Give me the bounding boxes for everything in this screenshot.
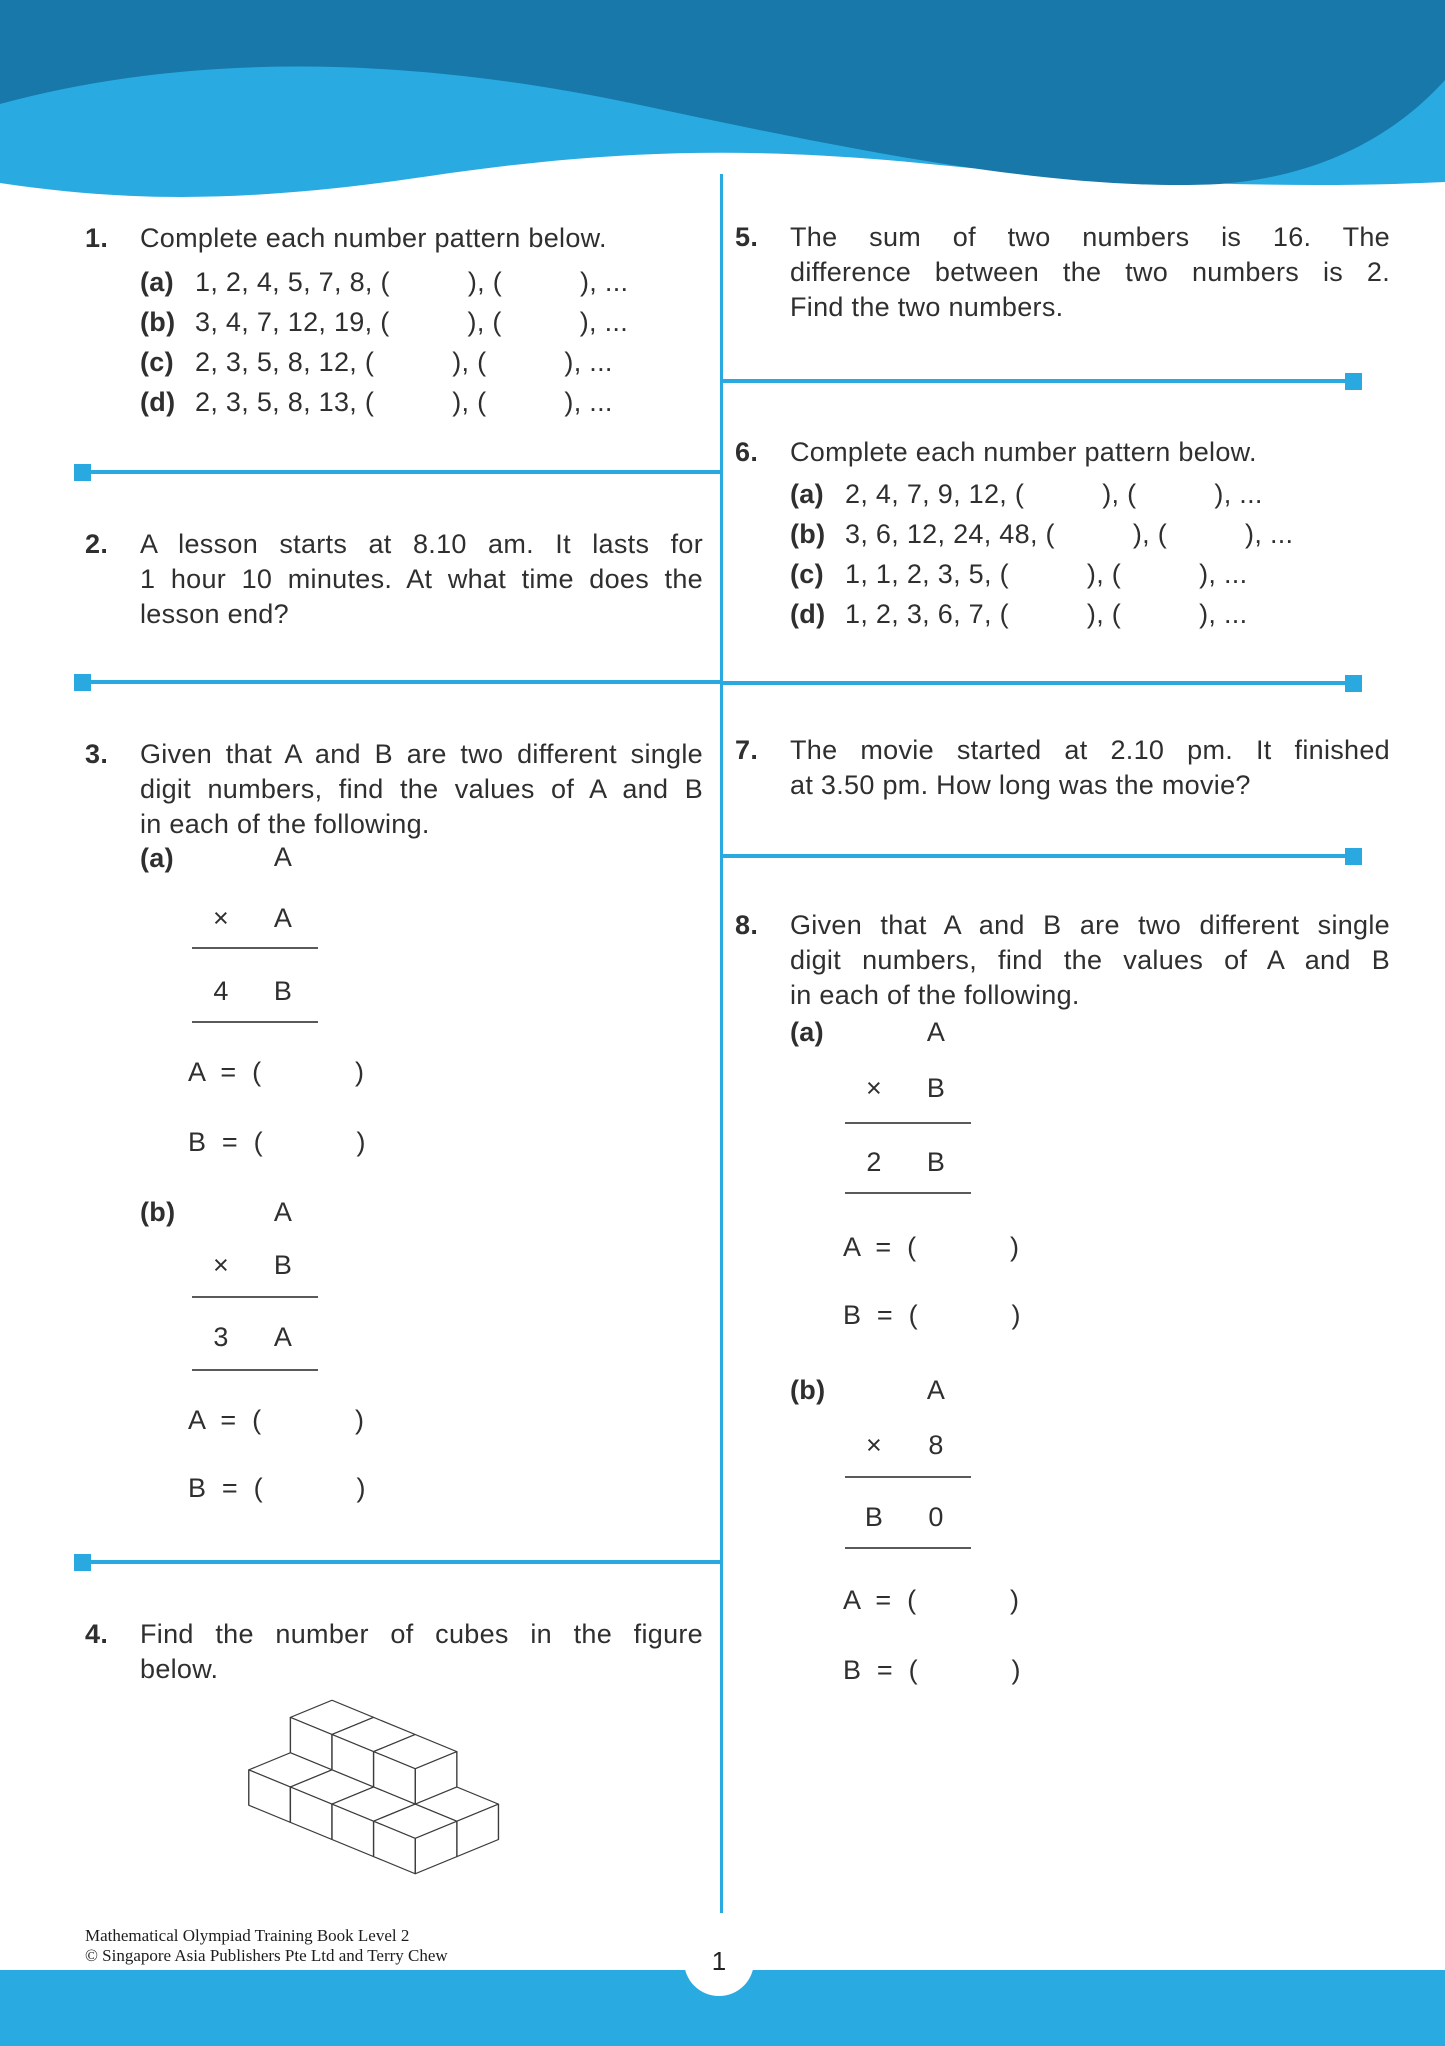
cube-stack-figure (246, 1698, 504, 1876)
mult-rule-line (192, 1296, 318, 1298)
pattern-item (790, 594, 1293, 634)
item-label: (c) (790, 559, 824, 589)
question-text-line: Find the number of cubes in the figure (140, 1619, 703, 1649)
mult-result-row (190, 1323, 314, 1351)
answer-blank-b: B = ( ) (188, 1473, 366, 1503)
item-text: 2, 3, 5, 8, 12, ( ), ( ), ... (195, 347, 613, 377)
page-number: 1 (711, 1945, 727, 1976)
divider-end-square (74, 1554, 91, 1571)
item-text: 3, 4, 7, 12, 19, ( ), ( ), ... (195, 307, 629, 337)
pattern-item (140, 382, 628, 422)
pattern-item (140, 302, 628, 342)
mult-operator-row (190, 904, 314, 932)
mult-top-row (843, 1376, 967, 1404)
divider-end-square (1345, 373, 1362, 390)
answer-blank-a: A = ( ) (188, 1057, 365, 1087)
section-divider (74, 1560, 722, 1564)
pattern-item (790, 554, 1293, 594)
mult-top-operand: A (926, 1017, 946, 1047)
question-text-line: A lesson starts at 8.10 am. It lasts for (140, 529, 703, 559)
result-digit: 0 (928, 1502, 944, 1532)
question-text-line: below. (140, 1654, 219, 1684)
result-digit: 3 (213, 1322, 229, 1352)
mult-top-row (190, 1198, 314, 1226)
question-text-line: digit numbers, find the values of A and B (790, 945, 1390, 975)
multiply-sign: × (212, 1250, 230, 1280)
item-label: (d) (140, 387, 176, 417)
question-text-line: 1 hour 10 minutes. At what time does the (140, 564, 703, 594)
mult-rule-line (845, 1192, 971, 1194)
question-text-line: lesson end? (140, 599, 289, 629)
multiply-sign: × (865, 1430, 883, 1460)
question-text-line: The movie started at 2.10 pm. It finished (790, 735, 1390, 765)
question-8 (735, 908, 1390, 1013)
question-text-line: in each of the following. (790, 980, 1080, 1010)
divider-end-square (1345, 848, 1362, 865)
part-label: (b) (140, 1197, 176, 1227)
question-text: Complete each number pattern below. (790, 437, 1257, 467)
mult-bottom-operand: B (273, 1250, 293, 1280)
divider-end-square (74, 674, 91, 691)
question-6-items (790, 474, 1293, 634)
mult-rule-line (192, 947, 318, 949)
section-divider (722, 379, 1362, 383)
divider-end-square (1345, 675, 1362, 692)
question-6 (735, 435, 1390, 470)
part-label: (b) (790, 1375, 826, 1405)
question-text-line: difference between the two numbers is 2. (790, 257, 1390, 287)
answer-blank-a: A = ( ) (188, 1405, 365, 1435)
result-digit: A (273, 1322, 293, 1352)
item-label: (a) (790, 479, 824, 509)
question-1 (85, 221, 703, 256)
section-divider (722, 681, 1362, 685)
item-label: (d) (790, 599, 826, 629)
answer-blank-a: A = ( ) (843, 1585, 1020, 1615)
question-3 (85, 737, 703, 842)
item-text: 1, 2, 3, 6, 7, ( ), ( ), ... (845, 599, 1248, 629)
answer-blank-b: B = ( ) (843, 1655, 1021, 1685)
mult-bottom-operand: B (926, 1073, 946, 1103)
item-label: (b) (790, 519, 826, 549)
question-text-line: at 3.50 pm. How long was the movie? (790, 770, 1251, 800)
question-text: Complete each number pattern below. (140, 223, 607, 253)
mult-rule-line (845, 1476, 971, 1478)
question-number: 7. (735, 735, 759, 765)
question-text-line: digit numbers, find the values of A and B (140, 774, 703, 804)
question-4 (85, 1617, 703, 1687)
result-digit: B (864, 1502, 884, 1532)
item-label: (a) (140, 267, 174, 297)
item-text: 3, 6, 12, 24, 48, ( ), ( ), ... (845, 519, 1294, 549)
question-1-items (140, 262, 628, 422)
result-digit: 4 (213, 976, 229, 1006)
mult-operator-row (843, 1074, 967, 1102)
result-digit: B (273, 976, 293, 1006)
mult-top-operand: A (273, 842, 293, 872)
question-number: 6. (735, 437, 759, 467)
mult-rule-line (845, 1122, 971, 1124)
question-7 (735, 733, 1390, 803)
mult-result-row (843, 1148, 967, 1176)
mult-top-row (843, 1018, 967, 1046)
question-2 (85, 527, 703, 632)
mult-operator-row (190, 1251, 314, 1279)
answer-blank-a: A = ( ) (843, 1232, 1020, 1262)
question-text-line: The sum of two numbers is 16. The (790, 222, 1390, 252)
footer-book-title: Mathematical Olympiad Training Book Level 2 (85, 1926, 410, 1945)
question-text-line: Given that A and B are two different single (140, 739, 703, 769)
question-number: 8. (735, 910, 759, 940)
item-text: 2, 4, 7, 9, 12, ( ), ( ), ... (845, 479, 1263, 509)
answer-blank-b: B = ( ) (188, 1127, 366, 1157)
part-label: (a) (140, 843, 174, 873)
part-label: (a) (790, 1017, 824, 1047)
section-divider (74, 680, 722, 684)
mult-bottom-operand: 8 (928, 1430, 944, 1460)
item-text: 1, 1, 2, 3, 5, ( ), ( ), ... (845, 559, 1248, 589)
mult-rule-line (192, 1369, 318, 1371)
mult-result-row (190, 977, 314, 1005)
mult-rule-line (192, 1021, 318, 1023)
multiply-sign: × (212, 903, 230, 933)
question-number: 3. (85, 739, 109, 769)
result-digit: 2 (866, 1147, 882, 1177)
question-text-line: in each of the following. (140, 809, 430, 839)
pattern-item (140, 342, 628, 382)
item-text: 1, 2, 4, 5, 7, 8, ( ), ( ), ... (195, 267, 629, 297)
question-5 (735, 220, 1390, 325)
question-text-line: Find the two numbers. (790, 292, 1064, 322)
mult-bottom-operand: A (273, 903, 293, 933)
pattern-item (140, 262, 628, 302)
multiply-sign: × (865, 1073, 883, 1103)
question-text-line: Given that A and B are two different single (790, 910, 1390, 940)
mult-top-operand: A (926, 1375, 946, 1405)
question-number: 2. (85, 529, 109, 559)
result-digit: B (926, 1147, 946, 1177)
question-number: 1. (85, 223, 109, 253)
pattern-item (790, 514, 1293, 554)
item-label: (c) (140, 347, 174, 377)
mult-rule-line (845, 1547, 971, 1549)
page-number-badge (684, 1926, 754, 1996)
question-number: 4. (85, 1619, 109, 1649)
footer-copyright: © Singapore Asia Publishers Pte Ltd and Terry Chew (85, 1946, 448, 1965)
mult-top-operand: A (273, 1197, 293, 1227)
column-divider (720, 174, 723, 1913)
divider-end-square (74, 464, 91, 481)
pattern-item (790, 474, 1293, 514)
mult-operator-row (843, 1431, 967, 1459)
mult-result-row (843, 1503, 967, 1531)
section-divider (722, 854, 1362, 858)
mult-top-row (190, 843, 314, 871)
section-divider (74, 470, 722, 474)
question-number: 5. (735, 222, 759, 252)
item-label: (b) (140, 307, 176, 337)
answer-blank-b: B = ( ) (843, 1300, 1021, 1330)
item-text: 2, 3, 5, 8, 13, ( ), ( ), ... (195, 387, 613, 417)
